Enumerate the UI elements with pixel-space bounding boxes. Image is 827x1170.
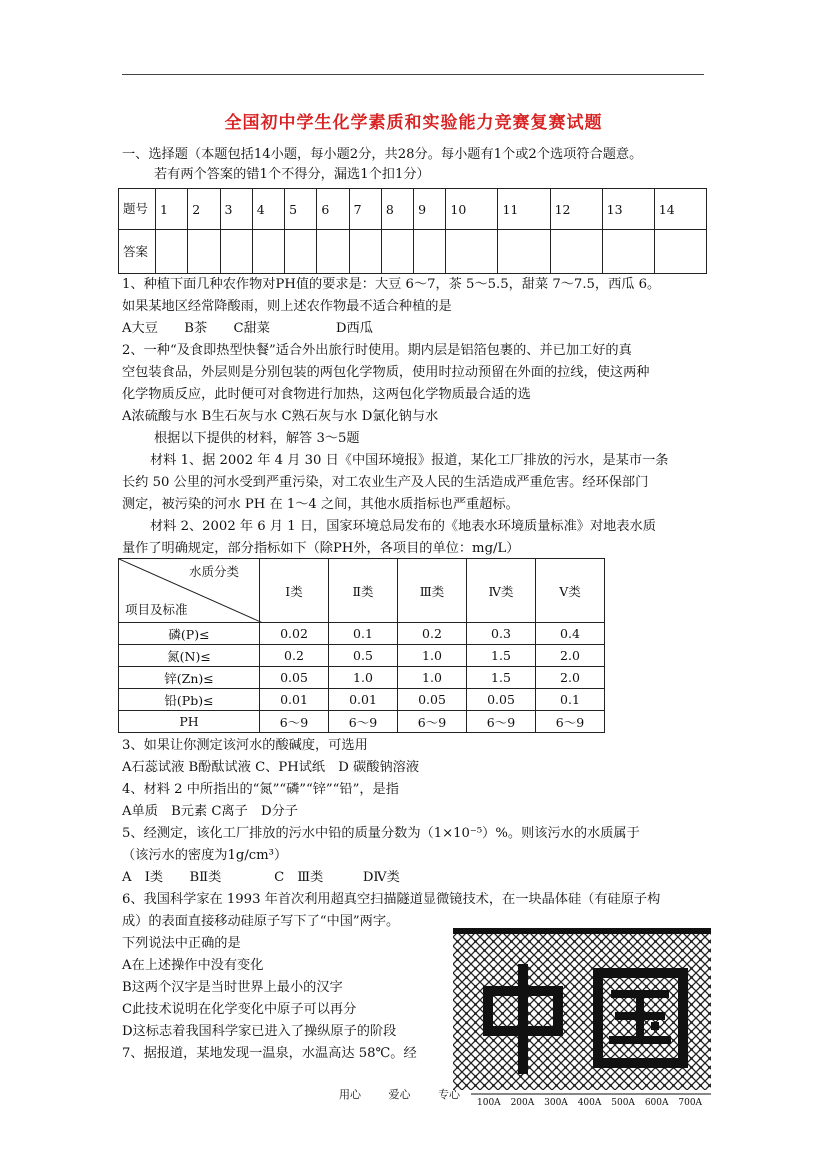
scale-label: 700A (678, 1098, 703, 1108)
scale-label: 400A (577, 1098, 602, 1108)
table-cell: 0.05 (398, 689, 467, 711)
table-cell: 1.5 (467, 667, 536, 689)
question-number: 13 (602, 189, 654, 230)
question-number: 9 (414, 189, 446, 230)
q1-text: 如果某地区经常降酸雨，则上述农作物最不适合种植的是 (122, 299, 452, 314)
answer-table (118, 188, 707, 274)
table-cell: 0.02 (260, 623, 329, 645)
scale-label: 200A (510, 1098, 535, 1108)
table-cell: 0.05 (467, 689, 536, 711)
q7-text: 7、据报道，某地发现一温泉，水温高达 58℃。经 (122, 1046, 417, 1061)
table-cell: 0.3 (467, 623, 536, 645)
answer-cell[interactable] (188, 230, 220, 274)
answer-cell[interactable] (252, 230, 284, 274)
header-rule (122, 74, 704, 75)
table-cell: 2.0 (536, 667, 605, 689)
footer-text: 用心 (339, 1088, 361, 1101)
answer-cell[interactable] (446, 230, 498, 274)
class-header: Ⅴ类 (536, 559, 605, 623)
row-label-answer: 答案 (119, 230, 156, 274)
q6-option-b: B这两个汉字是当时世界上最小的汉字 (122, 980, 343, 995)
answer-cell[interactable] (414, 230, 446, 274)
corner-top-label: 水质分类 (188, 564, 239, 579)
q2-text: 空包装食品，外层则是分别包装的两包化学物质，使用时拉动预留在外面的拉线，使这两种 (122, 365, 650, 380)
material-2: 材料 2、2002 年 6 月 1 日，国家环境总局发布的《地表水环境质量标准》对地表水质 (150, 519, 656, 534)
materials-intro: 根据以下提供的材料，解答 3～5题 (154, 431, 360, 446)
answer-cell[interactable] (498, 230, 550, 274)
answer-cell[interactable] (220, 230, 252, 274)
answer-cell[interactable] (602, 230, 654, 274)
q1-text: 1、种植下面几种农作物对PH值的要求是：大豆 6～7，茶 5～5.5，甜菜 7～7.5，西瓜 6。 (122, 277, 661, 292)
q5-text: （该污水的密度为1g/cm³） (122, 848, 288, 863)
table-cell: 1.0 (398, 667, 467, 689)
q6-option-a: A在上述操作中没有变化 (122, 958, 264, 973)
question-number: 6 (317, 189, 349, 230)
table-cell: 0.5 (329, 645, 398, 667)
table-cell: 6～9 (329, 711, 398, 733)
table-cell: 1.0 (398, 645, 467, 667)
table-cell: 0.01 (260, 689, 329, 711)
answer-cell[interactable] (156, 230, 188, 274)
class-header: Ⅰ类 (260, 559, 329, 623)
item-label: 铅(Pb)≤ (119, 689, 260, 711)
q6-text: 下列说法中正确的是 (122, 936, 241, 951)
question-number: 11 (498, 189, 550, 230)
stm-image (453, 928, 711, 1112)
table-cell: 2.0 (536, 645, 605, 667)
question-number: 8 (381, 189, 413, 230)
scale-label: 100A (477, 1098, 501, 1108)
corner-bottom-label: 项目及标准 (125, 602, 188, 617)
q2-text: 2、一种“及食即热型快餐”适合外出旅行时使用。期内层是铝箔包裹的、并已加工好的真 (122, 343, 632, 358)
table-cell: 0.4 (536, 623, 605, 645)
item-label: 磷(P)≤ (119, 623, 260, 645)
table-corner-cell (119, 559, 260, 623)
table-cell: 6～9 (398, 711, 467, 733)
q3-options: A石蕊试液 B酚酞试液 C、PH试纸 D 碳酸钠溶液 (122, 760, 420, 775)
water-standard-table (118, 558, 605, 733)
table-cell: 0.2 (260, 645, 329, 667)
question-number: 3 (220, 189, 252, 230)
q6-text: 成）的表面直接移动硅原子写下了“中国”两字。 (122, 914, 400, 929)
class-header: Ⅳ类 (467, 559, 536, 623)
item-label: 锌(Zn)≤ (119, 667, 260, 689)
material-2: 量作了明确规定，部分指标如下（除PH外，各项目的单位：mg/L） (122, 541, 520, 556)
answer-cell[interactable] (349, 230, 381, 274)
question-number: 1 (156, 189, 188, 230)
question-number: 10 (446, 189, 498, 230)
q4-options: A单质 B元素 C离子 D分子 (122, 804, 298, 819)
scale-bar-labels (477, 1098, 702, 1108)
material-1: 材料 1、据 2002 年 4 月 30 日《中国环境报》报道，某化工厂排放的污水，是某市一条 (150, 453, 669, 468)
section-heading: 一、选择题（本题包括14小题，每小题2分，共28分。每小题有1个或2个选项符合题意。 (122, 147, 643, 162)
q3-text: 3、如果让你测定该河水的酸碱度，可选用 (122, 738, 368, 753)
table-cell: 0.1 (329, 623, 398, 645)
material-1: 测定，被污染的河水 PH 在 1～4 之间，其他水质指标也严重超标。 (122, 497, 519, 512)
table-cell: 6～9 (536, 711, 605, 733)
item-label: PH (119, 711, 260, 733)
row-label-number: 题号 (119, 189, 156, 230)
question-number: 14 (654, 189, 706, 230)
q2-options: A浓硫酸与水 B生石灰与水 C熟石灰与水 D氯化钠与水 (122, 409, 439, 424)
question-number: 2 (188, 189, 220, 230)
question-number: 12 (550, 189, 602, 230)
silicon-lattice-figure (453, 928, 711, 1112)
scale-label: 600A (644, 1098, 669, 1108)
scale-label: 300A (544, 1098, 568, 1108)
answer-cell[interactable] (550, 230, 602, 274)
answer-cell[interactable] (285, 230, 317, 274)
q6-text: 6、我国科学家在 1993 年首次利用超真空扫描隧道显微镜技术，在一块晶体硅（有硅原子构 (122, 892, 661, 907)
q4-text: 4、材料 2 中所指出的“氮”“磷”“锌”“铅”，是指 (122, 782, 399, 797)
table-cell: 0.2 (398, 623, 467, 645)
answer-cell[interactable] (381, 230, 413, 274)
question-number: 5 (285, 189, 317, 230)
table-cell: 1.0 (329, 667, 398, 689)
section-note: 若有两个答案的错1个不得分，漏选1个扣1分） (154, 167, 430, 182)
q6-option-d: D这标志着我国科学家已进入了操纵原子的阶段 (122, 1024, 397, 1039)
page-footer (339, 1086, 484, 1102)
table-cell: 6～9 (467, 711, 536, 733)
q6-option-c: C此技术说明在化学变化中原子可以再分 (122, 1002, 357, 1017)
question-number: 4 (252, 189, 284, 230)
footer-text: 爱心 (388, 1088, 411, 1101)
material-1: 长约 50 公里的河水受到严重污染，对工农业生产及人民的生活造成严重危害。经环保部门 (122, 475, 649, 490)
scale-label: 500A (611, 1098, 635, 1108)
class-header: Ⅱ类 (329, 559, 398, 623)
answer-cell[interactable] (317, 230, 349, 274)
page-title: 全国初中学生化学素质和实验能力竞赛复赛试题 (224, 113, 603, 133)
table-cell: 1.5 (467, 645, 536, 667)
item-label: 氮(N)≤ (119, 645, 260, 667)
q1-options: A大豆 B茶 C甜菜 D西瓜 (122, 321, 373, 336)
footer-text: 专心 (438, 1088, 460, 1101)
question-number: 7 (349, 189, 381, 230)
table-cell: 0.01 (329, 689, 398, 711)
q2-text: 化学物质反应，此时便可对食物进行加热，这两包化学物质最合适的选 (122, 387, 531, 402)
class-header: Ⅲ类 (398, 559, 467, 623)
q5-text: 5、经测定，该化工厂排放的污水中铅的质量分数为（1×10⁻⁵）%。则该污水的水质属于 (122, 826, 640, 841)
table-cell: 0.1 (536, 689, 605, 711)
q5-options: A Ⅰ类 BⅡ类 C Ⅲ类 DⅣ类 (122, 870, 400, 885)
table-cell: 6～9 (260, 711, 329, 733)
answer-cell[interactable] (654, 230, 706, 274)
table-cell: 0.05 (260, 667, 329, 689)
